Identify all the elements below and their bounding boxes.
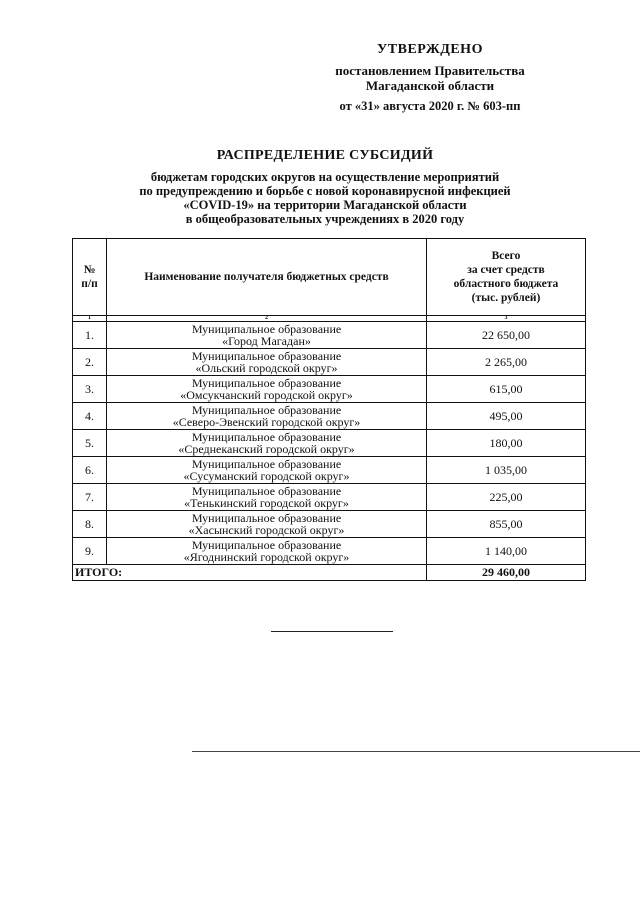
- end-of-document-divider: [271, 631, 393, 632]
- amount-value: 1 035,00: [427, 457, 586, 484]
- approval-header: УТВЕРЖДЕНО: [377, 42, 483, 57]
- table-row: [73, 376, 586, 403]
- document-subtitle-line-2: по предупреждению и борьбе с новой коронавирусной инфекцией: [139, 184, 511, 198]
- row-number: 2.: [73, 349, 107, 376]
- recipient-name: Муниципальное образование «Сусуманский городской округ»: [107, 457, 427, 484]
- approval-order: от «31» августа 2020 г. № 603-пп: [339, 99, 521, 113]
- amount-value: 22 650,00: [427, 322, 586, 349]
- amount-value: 495,00: [427, 403, 586, 430]
- total-label: ИТОГО:: [73, 565, 427, 581]
- document-subtitle-line-4: в общеобразовательных учреждениях в 2020 году: [185, 212, 465, 226]
- table-row: [73, 538, 586, 565]
- recipient-name: Муниципальное образование «Среднеканский городской округ»: [107, 430, 427, 457]
- table-row: [73, 322, 586, 349]
- column-number: 3: [427, 316, 586, 322]
- amount-value: 225,00: [427, 484, 586, 511]
- recipient-name: Муниципальное образование «Омсукчанский городской округ»: [107, 376, 427, 403]
- row-number: 7.: [73, 484, 107, 511]
- table-header-row: [73, 239, 586, 316]
- table-row: [73, 403, 586, 430]
- recipient-name: Муниципальное образование «Хасынский городской округ»: [107, 511, 427, 538]
- table-row: [73, 511, 586, 538]
- row-number: 9.: [73, 538, 107, 565]
- amount-value: 2 265,00: [427, 349, 586, 376]
- table-row: [73, 457, 586, 484]
- subsidy-table: [72, 238, 586, 581]
- amount-value: 1 140,00: [427, 538, 586, 565]
- page-scan-line: [192, 751, 640, 752]
- row-number: 4.: [73, 403, 107, 430]
- document-title-block: [80, 148, 570, 226]
- document-subtitle-line-3: «COVID-19» на территории Магаданской области: [183, 198, 467, 212]
- header-number: № п/п: [73, 239, 107, 316]
- column-number: 1: [73, 316, 107, 322]
- amount-value: 180,00: [427, 430, 586, 457]
- total-value: 29 460,00: [427, 565, 586, 581]
- row-number: 6.: [73, 457, 107, 484]
- header-amount: Всего за счет средств областного бюджета (тыс. рублей): [427, 239, 586, 316]
- row-number: 1.: [73, 322, 107, 349]
- approval-line-2: Магаданской области: [365, 78, 495, 93]
- recipient-name: Муниципальное образование «Ольский городской округ»: [107, 349, 427, 376]
- header-recipient: Наименование получателя бюджетных средств: [107, 239, 427, 316]
- table-row: [73, 484, 586, 511]
- row-number: 8.: [73, 511, 107, 538]
- document-subtitle-line-1: бюджетам городских округов на осуществление мероприятий: [150, 170, 500, 184]
- approval-stamp: [300, 42, 560, 114]
- recipient-name: Муниципальное образование «Город Магадан»: [107, 322, 427, 349]
- approval-line-1: постановлением Правительства: [335, 63, 525, 78]
- table-row: [73, 430, 586, 457]
- row-number: 5.: [73, 430, 107, 457]
- recipient-name: Муниципальное образование «Северо-Эвенский городской округ»: [107, 403, 427, 430]
- amount-value: 615,00: [427, 376, 586, 403]
- amount-value: 855,00: [427, 511, 586, 538]
- total-row: [73, 565, 586, 581]
- recipient-name: Муниципальное образование «Ягоднинский городской округ»: [107, 538, 427, 565]
- document-title: РАСПРЕДЕЛЕНИЕ СУБСИДИЙ: [216, 148, 434, 163]
- row-number: 3.: [73, 376, 107, 403]
- column-number: 2: [107, 316, 427, 322]
- table-row: [73, 349, 586, 376]
- recipient-name: Муниципальное образование «Тенькинский городской округ»: [107, 484, 427, 511]
